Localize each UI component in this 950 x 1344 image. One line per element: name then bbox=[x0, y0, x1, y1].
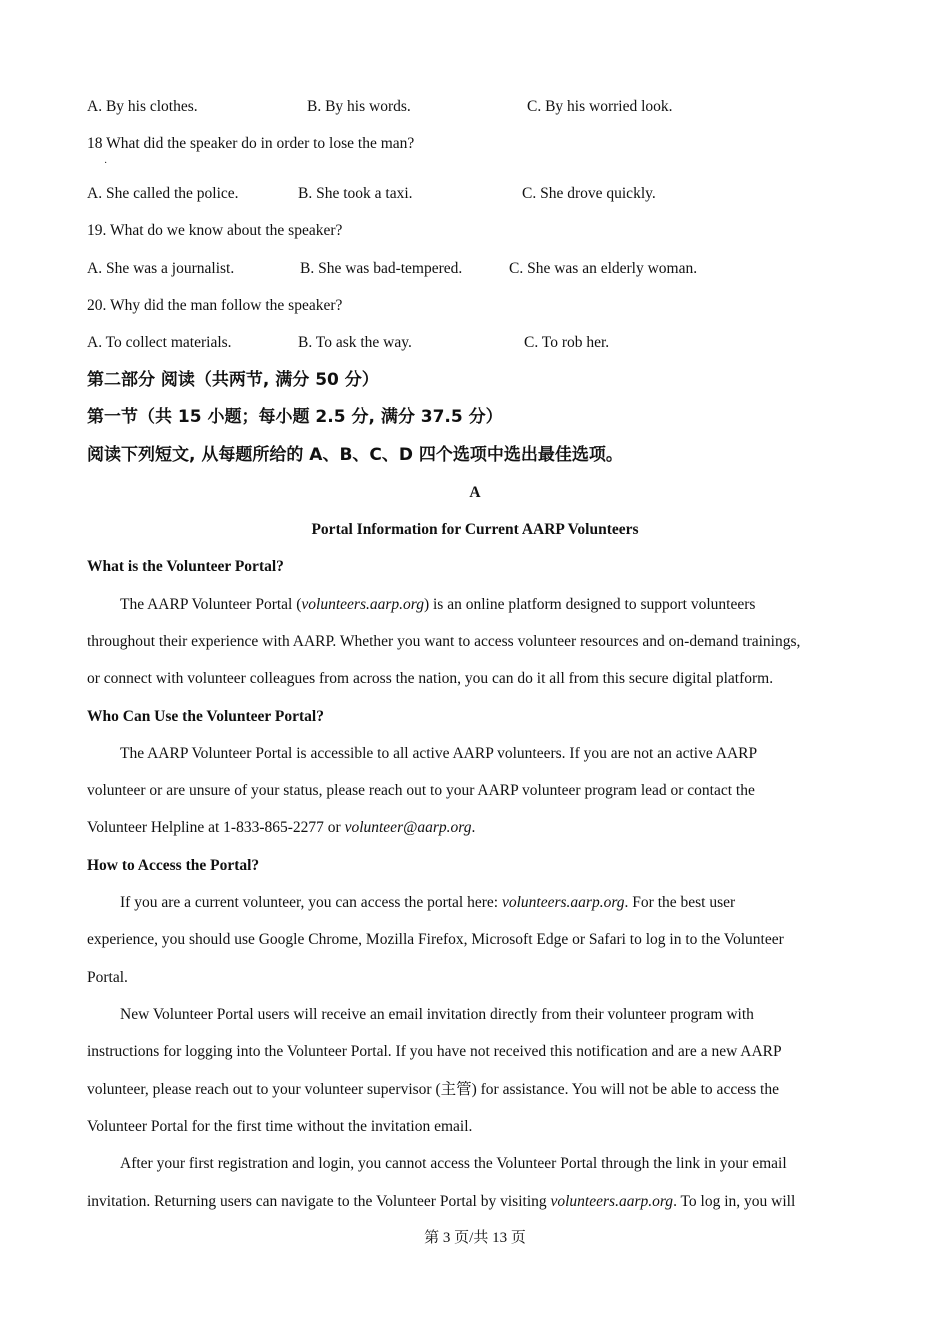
q20-option-a: A. To collect materials. bbox=[87, 334, 232, 351]
p4-line4: Volunteer Portal for the first time without the invitation email. bbox=[87, 1118, 473, 1135]
q17-option-c: C. By his worried look. bbox=[527, 98, 673, 115]
q17-option-b: B. By his words. bbox=[307, 98, 411, 115]
p4-line3: volunteer, please reach out to your volunteer supervisor (主管) for assistance. You will not be able to access the bbox=[87, 1081, 779, 1098]
stray-dot: · bbox=[104, 158, 108, 169]
p1-line3: or connect with volunteer colleagues from across the nation, you can do it all from this secure digital platform. bbox=[87, 670, 774, 687]
q19-option-b: B. She was bad-tempered. bbox=[300, 260, 463, 277]
p3-line1: If you are a current volunteer, you can access the portal here: volunteers.aarp.org. For the best user bbox=[120, 894, 736, 911]
p4-line2: instructions for logging into the Volunteer Portal. If you have not received this notification and are a new AARP bbox=[87, 1043, 782, 1060]
portal-url: volunteers.aarp.org bbox=[550, 1193, 674, 1210]
section1-heading: 第一节（共 15 小题；每小题 2.5 分, 满分 37.5 分） bbox=[87, 407, 503, 427]
q20-stem: 20. Why did the man follow the speaker? bbox=[87, 297, 343, 314]
helpline-email: volunteer@aarp.org bbox=[344, 819, 472, 836]
page-footer: 第 3 页/共 13 页 bbox=[424, 1230, 526, 1246]
p1-line1: The AARP Volunteer Portal (volunteers.aarp.org) is an online platform designed to support volunteers bbox=[120, 596, 756, 613]
reading-instruction: 阅读下列短文, 从每题所给的 A、B、C、D 四个选项中选出最佳选项。 bbox=[87, 445, 623, 465]
q18-option-a: A. She called the police. bbox=[87, 185, 239, 202]
p5-line2: invitation. Returning users can navigate to the Volunteer Portal by visiting volunteers.aarp.org. To log in, you will bbox=[87, 1193, 796, 1210]
heading-who-can-use: Who Can Use the Volunteer Portal? bbox=[87, 708, 324, 725]
part2-heading: 第二部分 阅读（共两节, 满分 50 分） bbox=[87, 370, 379, 390]
p3-line3: Portal. bbox=[87, 969, 128, 986]
q17-option-a: A. By his clothes. bbox=[87, 98, 198, 115]
heading-what-is-portal: What is the Volunteer Portal? bbox=[87, 558, 284, 575]
p5-line1: After your first registration and login, you cannot access the Volunteer Portal through the link in your email bbox=[120, 1155, 787, 1172]
q20-option-c: C. To rob her. bbox=[524, 334, 610, 351]
q18-option-b: B. She took a taxi. bbox=[298, 185, 413, 202]
q19-option-c: C. She was an elderly woman. bbox=[509, 260, 698, 277]
p3-line2: experience, you should use Google Chrome, Mozilla Firefox, Microsoft Edge or Safari to log in to the Volunteer bbox=[87, 931, 784, 948]
p1-line2: throughout their experience with AARP. Whether you want to access volunteer resources and on-demand trainings, bbox=[87, 633, 801, 650]
p4-line1: New Volunteer Portal users will receive an email invitation directly from their volunteer program with bbox=[120, 1006, 754, 1023]
p2-line1: The AARP Volunteer Portal is accessible to all active AARP volunteers. If you are not an active AARP bbox=[120, 745, 758, 762]
q18-stem: 18 What did the speaker do in order to lose the man? bbox=[87, 135, 415, 152]
passage-letter: A bbox=[469, 484, 481, 501]
q19-stem: 19. What do we know about the speaker? bbox=[87, 222, 343, 239]
q19-option-a: A. She was a journalist. bbox=[87, 260, 235, 277]
q20-option-b: B. To ask the way. bbox=[298, 334, 412, 351]
portal-url: volunteers.aarp.org bbox=[501, 894, 625, 911]
q18-option-c: C. She drove quickly. bbox=[522, 185, 656, 202]
p2-line3: Volunteer Helpline at 1-833-865-2277 or volunteer@aarp.org. bbox=[87, 819, 476, 836]
heading-how-to-access: How to Access the Portal? bbox=[87, 857, 260, 874]
portal-url: volunteers.aarp.org bbox=[301, 596, 424, 613]
p2-line2: volunteer or are unsure of your status, please reach out to your AARP volunteer program lead or contact the bbox=[87, 782, 755, 799]
passage-title: Portal Information for Current AARP Volunteers bbox=[311, 521, 639, 538]
